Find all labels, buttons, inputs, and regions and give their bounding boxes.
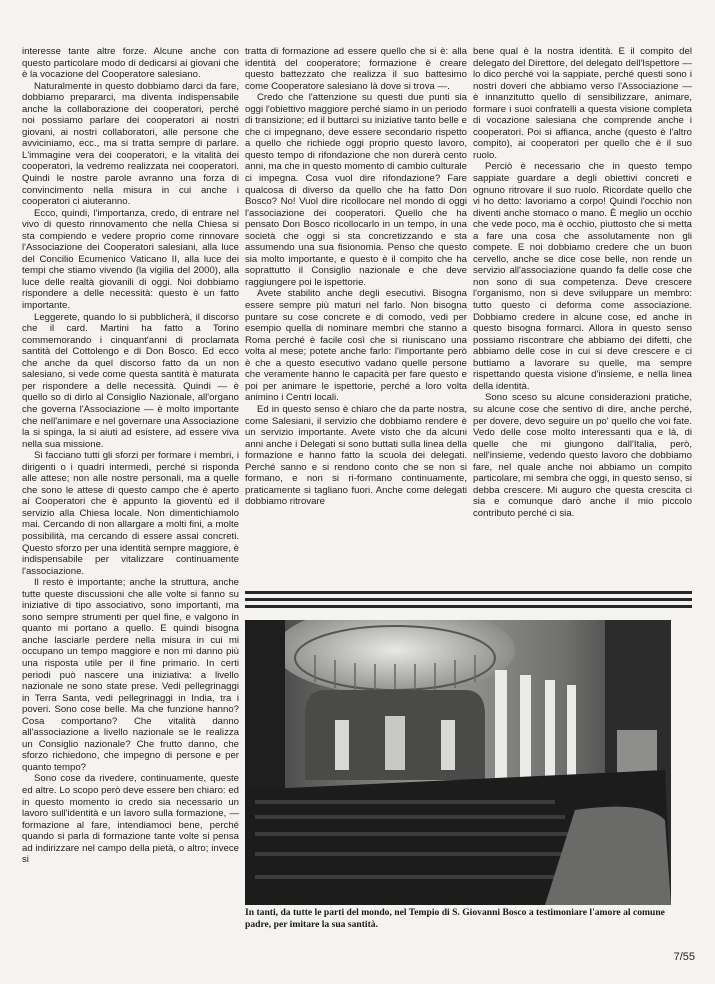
col1-paragraph: Leggerete, quando lo si pubblicherà, il discorso che il card. Martini ha fatto a Torino commemorando i cinquant'anni di proclamata santità del Cottolengo e di Don Bosco. Ed ecco che anche da quel discorso fatto da un non salesiano, si vede come questa santità è maturata per rispondere a delle necessità. Quindi — è quello so di dirlo al Consiglio Nazionale, all'organo che governa l'Associazione — è molto importante che nell'animare e nel governare una Associazione la si spinga, la si aiuti ad esistere, ad essere viva nella sua missione. [22, 311, 239, 450]
separator-rule-3 [245, 605, 692, 608]
col2-paragraph: tratta di formazione ad essere quello che si è: alla identità del cooperatore; formazione è creare questo battezzato che realizza il suo battesimo come Cooperatore salesiano là dove si trova —. [245, 46, 467, 92]
col2-paragraph: Avete stabilito anche degli esecutivi. Bisogna essere sempre più maturi nel farlo. Non bisogna puntare su cose concrete e di comodo, vedi per esempio quella di nominare membri che stanno a Roma perché è facile così che si riuniscano una volta al mese; potete anche farlo: l'importante però è che a questo esecutivo vadano quelle persone che veramente hanno le capacità per fare questo e poi per animare le ispettorie, perché a loro volta animino i Centri locali. [245, 288, 467, 404]
text-column-1 [22, 46, 239, 958]
col1-paragraph: Sono cose da rivedere, continuamente, queste ed altre. Lo scopo però deve essere ben chiaro: ed in questo momento io credo sia necessario un lavoro sull'identità e un lavoro sulla formazione, — formazione al fare, intendiamoci bene, perché quando si parla di formazione tante volte si pensa ad indirizzare nel campo della pietà, o altro; invece si [22, 773, 239, 866]
col1-paragraph: Naturalmente in questo dobbiamo darci da fare, dobbiamo prepararci, ma diventa indispensabile anche la collaborazione dei cooperatori, perché noi possiamo parlare dei cooperatori ai nostri giovani, ai nostri collaboratori, alle persone che avviciniamo, ecc., ma si tratta sempre di parlare. L'immagine vera dei cooperatori, e la vitalità dei cooperatori, la vedremo realizzata nei cooperatori. Quindi le nostre parole avranno una forza di convincimento nella misura in cui anche i cooperatori ci aiuteranno. [22, 80, 239, 208]
col2-paragraph: Credo che l'attenzione su questi due punti sia oggi l'obiettivo maggiore perché siamo in un periodo di transizione; ed il buttarci su iniziative tanto belle e che ci impegnano, deve essere secondario rispetto a quello che richiede oggi proprio questo lavoro, questo tempo di rifondazione che non durerà cento anni, ma che in questo momento di cambio culturale ci impegna. Cosa vuol dire rifondazione? Fare qualcosa di diverso da quello che ha fatto Don Bosco? No! Vuol dire ricollocare nel mondo di oggi l'associazione dei cooperatori. Quello che ha pensato Don Bosco ricollocarlo in un tempo, in una società che oggi si sta concretizzando e sta assumendo una sua fisionomia. Penso che questo sia molto importante, e questo è il compito che ha soprattutto il Consiglio nazionale e che deve raggiungere poi le ispettorie. [245, 92, 467, 288]
separator-rule-2 [245, 598, 692, 601]
col1-paragraph: interesse tante altre forze. Alcune anche con questo particolare modo di dedicarsi ai giovani che è la vocazione del Cooperatore salesiano. [22, 46, 239, 81]
separator-rule-1 [245, 591, 692, 594]
text-column-3 [473, 46, 692, 596]
col1-paragraph: Il resto è importante; anche la struttura, anche tutte queste discussioni che alle volte si fanno su iniziative di tipo associativo, sono importanti, ma sono sempre strumenti per quel fine, e valgono in quanto mi portano a quello. E quindi bisogna anche lasciarle perdere nella misura in cui mi occupano un tempo maggiore e non mi danno più una risposta utile per il fine primario. In certi periodi può nascere una iniziativa: a livello nazionale ne sono state prese. Vedi pellegrinaggi in Terra Santa, vedi pellegrinaggi in India, tra i poveri. Sono cose belle. Ma che funzione hanno? Cosa comportano? Che vitalità danno all'associazione a livello nazionale se le realizza un Consiglio nazionale? Che frutto danno, che sforzo richiedono, che impegno di persone e per quanto tempo? [22, 577, 239, 773]
col3-paragraph: Perciò è necessario che in questo tempo sappiate guardare a degli obiettivi concreti e ognuno ritrovare il suo ruolo. Ricordate quello che vi ho detto: lavoriamo a corpo! Quindi l'occhio non diventi anche stomaco o mano. È meglio un occhio che vede poco, ma è occhio, piuttosto che si metta a fare una cosa che assolutamente non gli compete. E noi dobbiamo credere che un buon cervello, anche se dice cose belle, non rende un servizio all'associazione quando fa delle cose che non sono di sua competenza. Deve crescere l'organismo, non si deve sviluppare un membro: tutto questo ci deforma come associazione. Dobbiamo credere in alcune cose, ed anche in questo bisogna formarci. Allora in questo senso possiamo riscontrare che abbiamo dei difetti, che abbiamo delle cose in cui si deve crescere e ci buttiamo a lavorare su quelle, ma sempre rispettando questa visione d'insieme, e nella linea della identità. [473, 161, 692, 392]
col1-paragraph: Ecco, quindi, l'importanza, credo, di entrare nel vivo di questo rinnovamento che nella Chiesa si sta compiendo e vedere proprio come rinnovare l'Associazione dei Cooperatori salesiani, alla luce del Concilio Ecumenico Vaticano II, alla luce dei tempi che stiamo vivendo (la vigilia del 2000), alla luce delle realtà giovanili di oggi. Noi dobbiamo rispondere a delle necessità: questo è un fatto importante. [22, 207, 239, 312]
col3-paragraph: bene qual è la nostra identità. E il compito del delegato del Direttore, del delegato dell'Ispettore — lo dico perché voi la sappiate, perché questi sono i nostri doveri che abbiamo verso l'Associazione — è innanzitutto quello di sensibilizzare, animare, formare i suoi confratelli a questa visione completa di vocazione salesiana che comprende anche i cooperatori. Poi si affianca, anche (questo è l'altro compito), ai cooperatori per quello che è il suo ruolo. [473, 46, 692, 161]
col2-paragraph: Ed in questo senso è chiaro che da parte nostra, come Salesiani, il servizio che dobbiamo rendere è un servizio importante. Avete visto che da alcuni anni anche i Delegati si sono buttati sulla linea della formazione e hanno fatto la scuola dei delegati. Perché sanno e si rendono conto che se non si formano, e non si ri-formano continuamente, praticamente si tagliano fuori. Anche come delegati dobbiamo ritrovare [245, 403, 467, 508]
text-column-2 [245, 46, 467, 596]
page-number: 7/55 [673, 951, 695, 963]
col1-paragraph: Si facciano tutti gli sforzi per formare i membri, i dirigenti o i quadri intermedi, perché si risponda alle attese; non alle nostre personali, ma a quelle che sono le attese di questo campo che è aperto ai Cooperatori che è appunto la gioventù ed il servizio alla Chiesa locale. Non dimentichiamolo mai. Cercando di non allargare a molti fini, a molte possibilità, ma cercando di essere assai concreti. Questo sforzo per una identità sempre maggiore, è indispensabile per vitalizzare continuamente l'associazione. [22, 450, 239, 577]
church-interior-photo [245, 620, 671, 905]
col3-paragraph: Sono sceso su alcune considerazioni pratiche, su alcune cose che sentivo di dire, anche perché, per dovere, devo seguire un po' quello che voi fate. Vedo delle cose molto interessanti qua e là, di quelle che mi giungono dall'Italia, però, nell'insieme, vedendo questo lavoro che dobbiamo fare, nel quale anche noi abbiamo un compito particolare, mi sembra che oggi, in questo senso, si debba crescere. Mi auguro che questa crescita ci sia e comunque darò anche il mio piccolo contributo perché ci sia. [473, 392, 692, 519]
photo-caption: In tanti, da tutte le parti del mondo, nel Tempio di S. Giovanni Bosco a testimoniare l'amore al comune padre, per imitare la sua santità. [245, 907, 665, 930]
